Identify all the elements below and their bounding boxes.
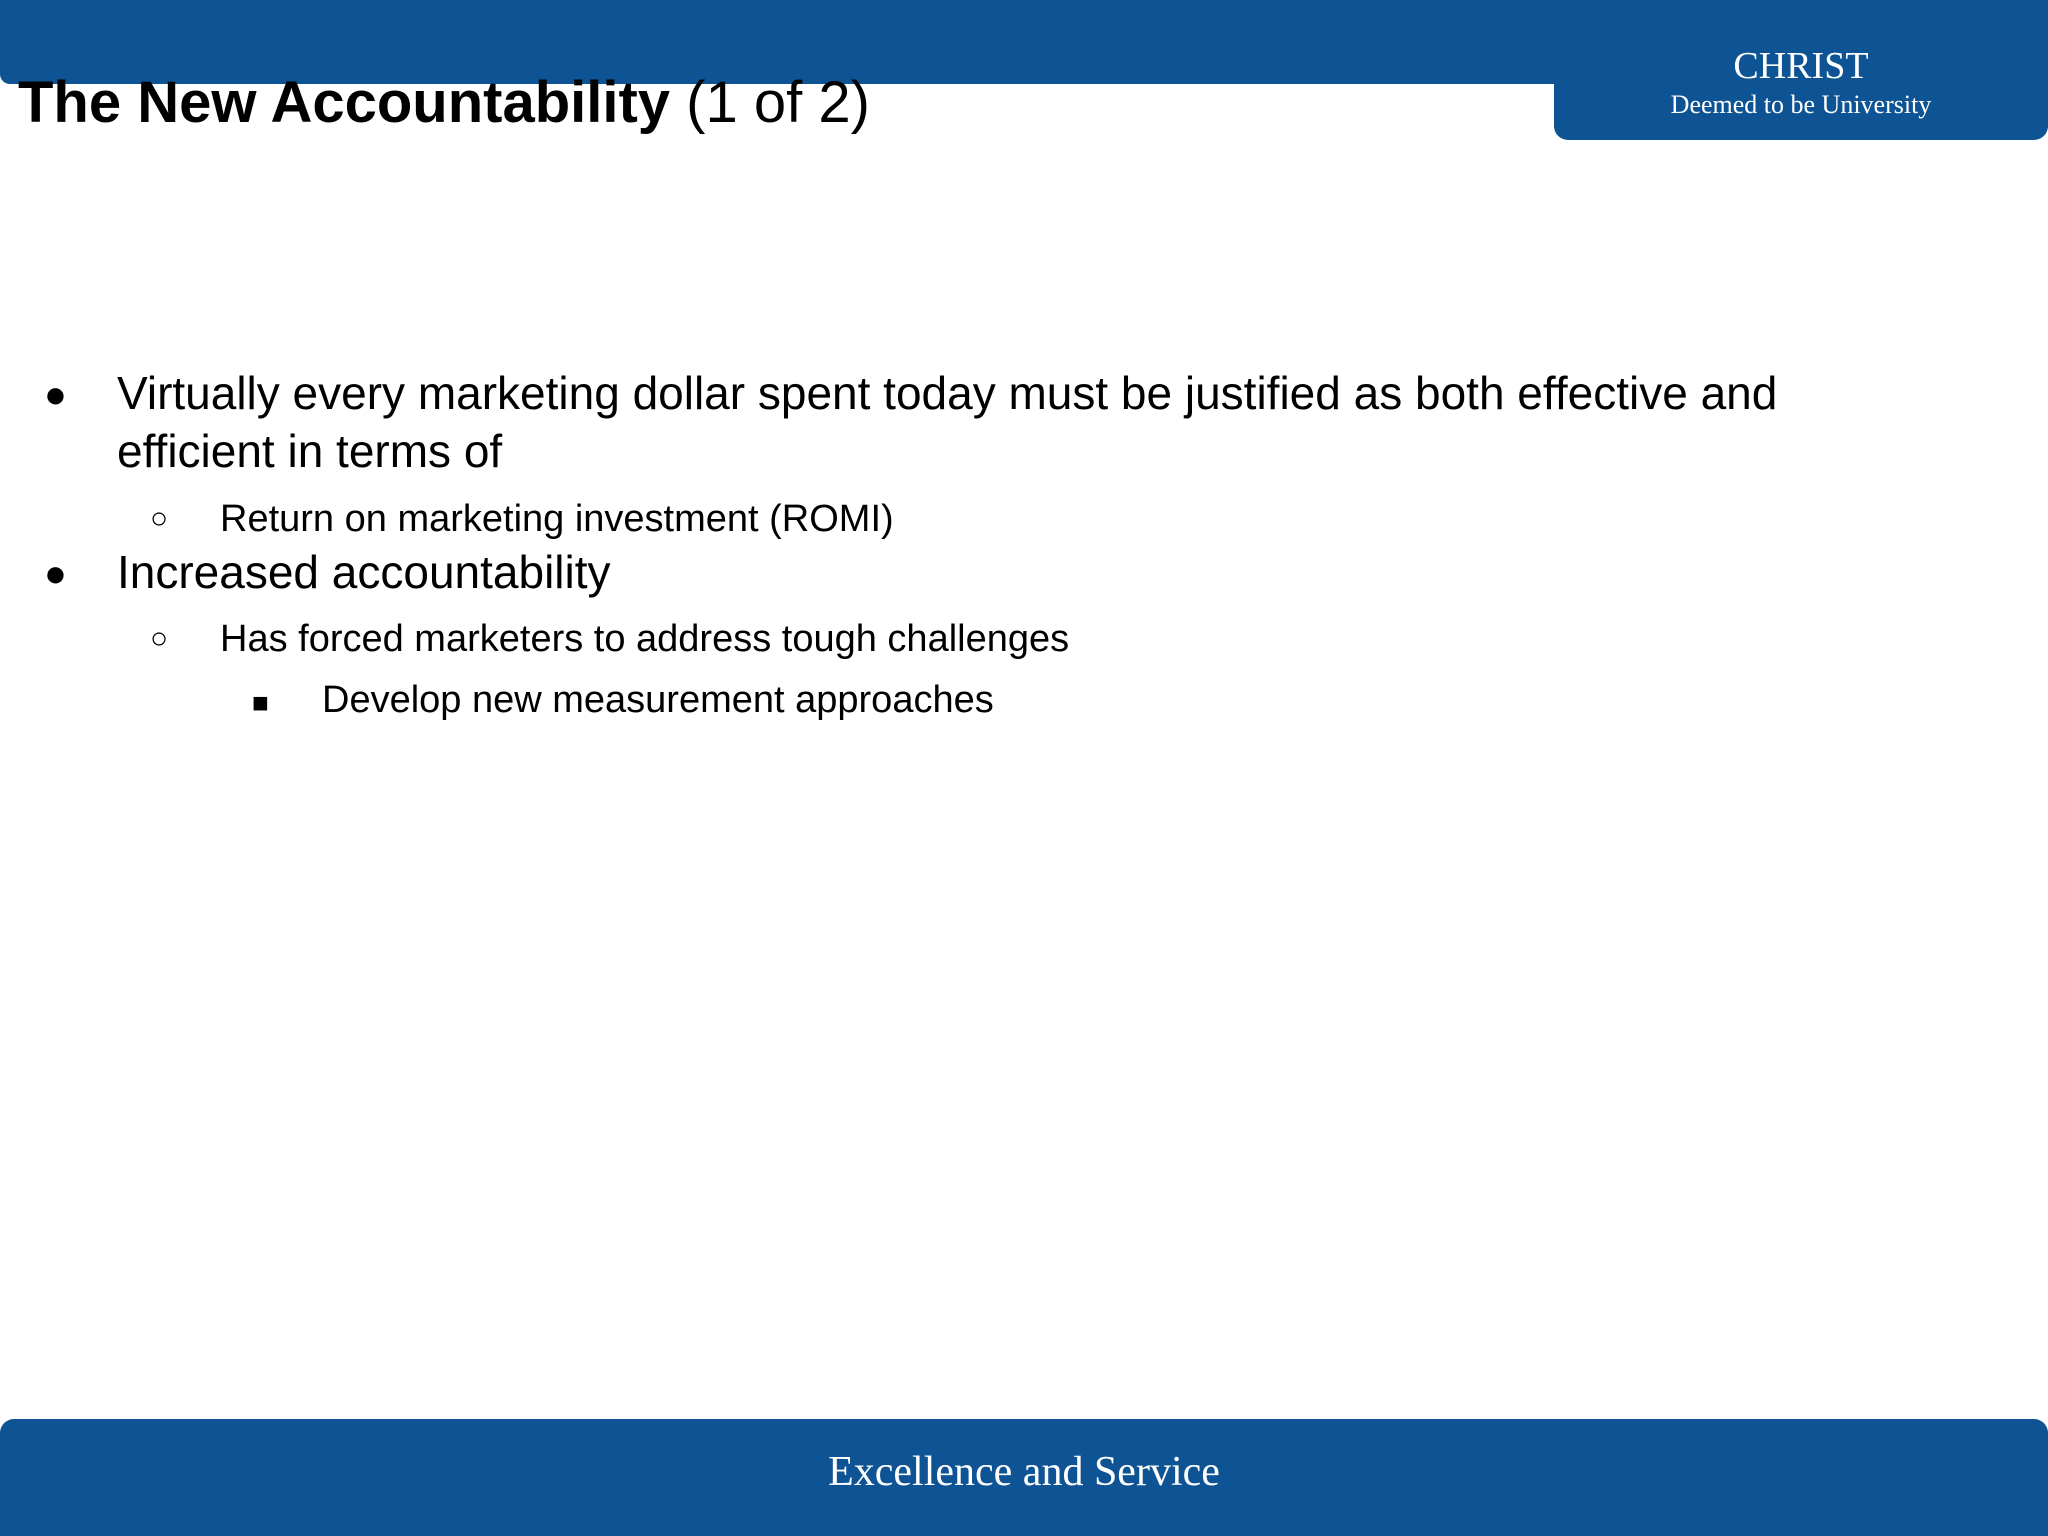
sub-sub-bullet-marker: ■ [252,687,269,718]
slide-title-main: The New Accountability [18,70,671,135]
logo-name: CHRIST [1733,45,1869,87]
bullet-marker: ● [44,553,67,595]
bullet-text: Virtually every marketing dollar spent today must be justified as both effective and efficient in terms of [117,367,1778,477]
slide-title [18,70,870,136]
university-logo [1554,0,2048,140]
sub-sub-bullet-text: Develop new measurement approaches [322,679,994,721]
bullet-marker: ● [44,374,67,416]
sub-bullet-text: Return on marketing investment (ROMI) [220,498,894,540]
footer-bar [0,1419,2048,1536]
sub-bullet-marker: ○ [150,502,169,535]
bullet-text: Increased accountability [117,546,611,598]
sub-bullet-marker: ○ [150,622,169,655]
footer-tagline: Excellence and Service [828,1449,1220,1495]
logo-subtitle: Deemed to be University [1670,90,1932,119]
slide-title-suffix: (1 of 2) [686,70,870,135]
sub-bullet-text: Has forced marketers to address tough challenges [220,618,1070,660]
